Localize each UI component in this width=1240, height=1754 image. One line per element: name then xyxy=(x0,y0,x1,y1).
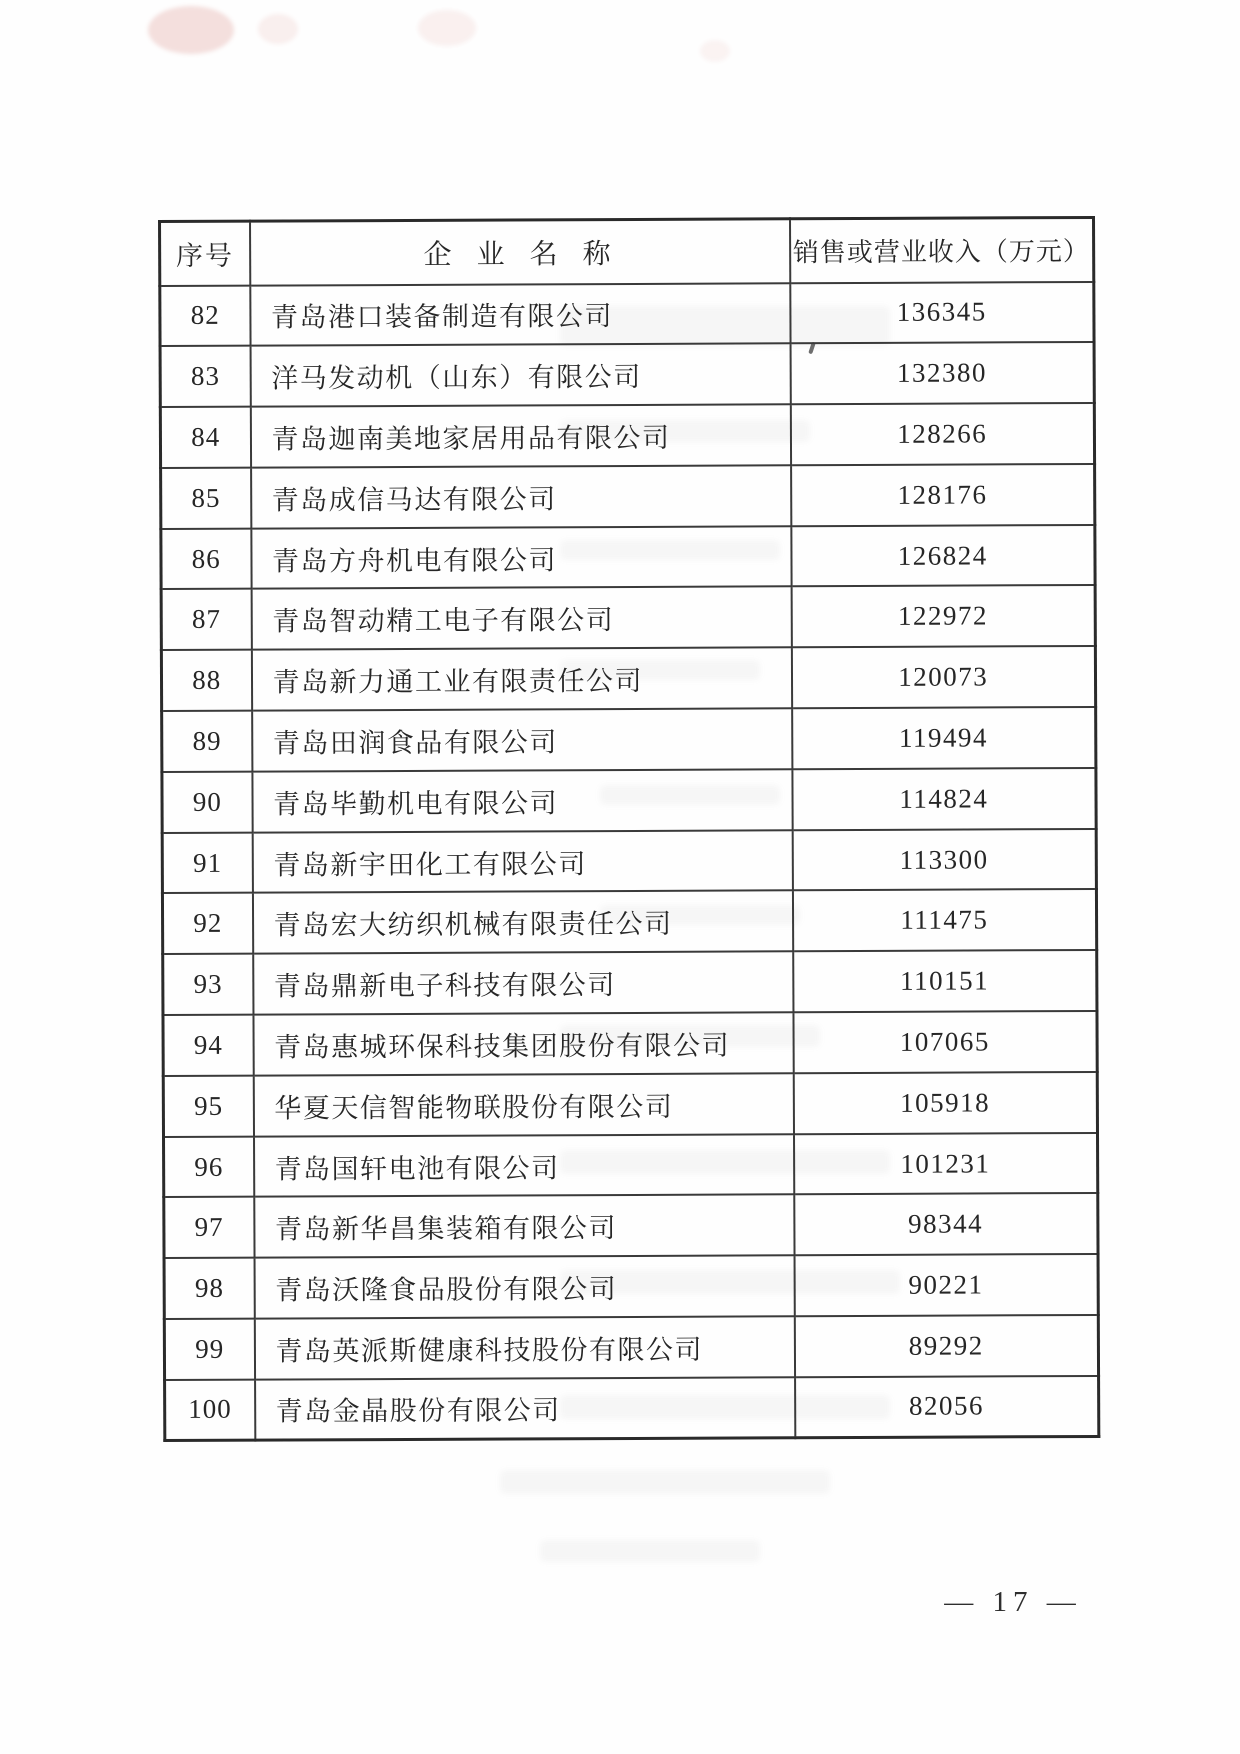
table-row xyxy=(162,768,1096,833)
revenue-cell: 107065 xyxy=(793,1011,1097,1073)
ink-bleed-artifact xyxy=(148,6,234,54)
table-row xyxy=(161,525,1095,590)
table-row xyxy=(161,464,1095,529)
page-number: — 17 — xyxy=(944,1586,1082,1618)
revenue-cell: 105918 xyxy=(793,1072,1097,1134)
revenue-cell: 82056 xyxy=(795,1376,1099,1438)
revenue-cell: 119494 xyxy=(792,707,1096,769)
company-name-cell: 青岛金晶股份有限公司 xyxy=(255,1377,795,1440)
table-row xyxy=(163,950,1097,1015)
rank-cell: 94 xyxy=(163,1015,253,1076)
company-name-cell: 青岛成信马达有限公司 xyxy=(251,465,791,528)
table-row xyxy=(162,889,1096,954)
rank-cell: 82 xyxy=(160,285,250,346)
revenue-cell: 128176 xyxy=(791,464,1095,526)
table-row xyxy=(164,1133,1098,1198)
company-name-cell: 青岛沃隆食品股份有限公司 xyxy=(254,1256,794,1319)
rank-cell: 91 xyxy=(162,832,252,893)
revenue-cell: 110151 xyxy=(793,950,1097,1012)
rank-cell: 100 xyxy=(165,1379,255,1440)
table-header-row xyxy=(160,217,1094,285)
revenue-cell: 101231 xyxy=(793,1133,1097,1195)
revenue-cell: 120073 xyxy=(791,646,1095,708)
rank-cell: 99 xyxy=(164,1319,254,1380)
company-name-cell: 青岛新华昌集装箱有限公司 xyxy=(254,1195,794,1258)
table-row xyxy=(162,707,1096,772)
revenue-cell: 114824 xyxy=(792,768,1096,830)
company-name-cell: 青岛港口装备制造有限公司 xyxy=(250,283,790,346)
rank-cell: 86 xyxy=(161,528,251,589)
rank-cell: 88 xyxy=(161,650,251,711)
ink-bleed-artifact xyxy=(258,14,298,44)
revenue-cell: 89292 xyxy=(794,1315,1098,1377)
rank-cell: 96 xyxy=(164,1136,254,1197)
rank-cell: 85 xyxy=(161,468,251,529)
header-revenue: 销售或营业收入（万元） xyxy=(790,217,1094,282)
revenue-cell: 126824 xyxy=(791,525,1095,587)
company-name-cell: 青岛英派斯健康科技股份有限公司 xyxy=(254,1316,794,1379)
table-row xyxy=(163,1072,1097,1137)
rank-cell: 92 xyxy=(162,893,252,954)
table-row xyxy=(161,585,1095,650)
company-name-cell: 青岛鼎新电子科技有限公司 xyxy=(253,952,793,1015)
rank-cell: 90 xyxy=(162,772,252,833)
table-row xyxy=(160,342,1094,407)
rank-cell: 97 xyxy=(164,1197,254,1258)
revenue-cell: 111475 xyxy=(792,889,1096,951)
revenue-cell: 98344 xyxy=(794,1193,1098,1255)
bleed-through-artifact xyxy=(540,1540,760,1562)
company-name-cell: 青岛新宇田化工有限公司 xyxy=(252,830,792,893)
rank-cell: 95 xyxy=(163,1075,253,1136)
ink-bleed-artifact xyxy=(700,40,730,62)
rank-cell: 84 xyxy=(160,407,250,468)
revenue-table xyxy=(158,216,1100,1442)
company-name-cell: 青岛田润食品有限公司 xyxy=(252,708,792,771)
company-name-cell: 洋马发动机（山东）有限公司 xyxy=(250,344,790,407)
ink-bleed-artifact xyxy=(418,10,476,46)
table-row xyxy=(164,1193,1098,1258)
table-row xyxy=(164,1315,1098,1380)
table-row xyxy=(163,1011,1097,1076)
revenue-cell: 113300 xyxy=(792,829,1096,891)
table-row xyxy=(160,281,1094,346)
table-row xyxy=(161,646,1095,711)
company-name-cell: 青岛惠城环保科技集团股份有限公司 xyxy=(253,1012,793,1075)
company-name-cell: 青岛迦南美地家居用品有限公司 xyxy=(250,404,790,467)
revenue-cell: 122972 xyxy=(791,585,1095,647)
header-rank: 序号 xyxy=(160,221,250,285)
header-company-name: 企 业 名 称 xyxy=(250,219,790,285)
company-name-cell: 青岛国轩电池有限公司 xyxy=(254,1134,794,1197)
rank-cell: 98 xyxy=(164,1258,254,1319)
rank-cell: 87 xyxy=(161,589,251,650)
table-row xyxy=(162,829,1096,894)
company-name-cell: 青岛毕勤机电有限公司 xyxy=(252,769,792,832)
revenue-cell: 128266 xyxy=(790,403,1094,465)
revenue-cell: 136345 xyxy=(790,281,1094,343)
company-name-cell: 青岛新力通工业有限责任公司 xyxy=(251,648,791,711)
company-name-cell: 青岛智动精工电子有限公司 xyxy=(251,587,791,650)
revenue-cell: 90221 xyxy=(794,1254,1098,1316)
bleed-through-artifact xyxy=(500,1470,830,1494)
company-name-cell: 青岛方舟机电有限公司 xyxy=(251,526,791,589)
rank-cell: 93 xyxy=(163,954,253,1015)
table-row xyxy=(165,1376,1099,1441)
company-name-cell: 华夏天信智能物联股份有限公司 xyxy=(253,1073,793,1136)
revenue-cell: 132380 xyxy=(790,342,1094,404)
company-name-cell: 青岛宏大纺织机械有限责任公司 xyxy=(252,891,792,954)
rank-cell: 83 xyxy=(160,346,250,407)
table-row xyxy=(164,1254,1098,1319)
rank-cell: 89 xyxy=(162,711,252,772)
table-row xyxy=(160,403,1094,468)
